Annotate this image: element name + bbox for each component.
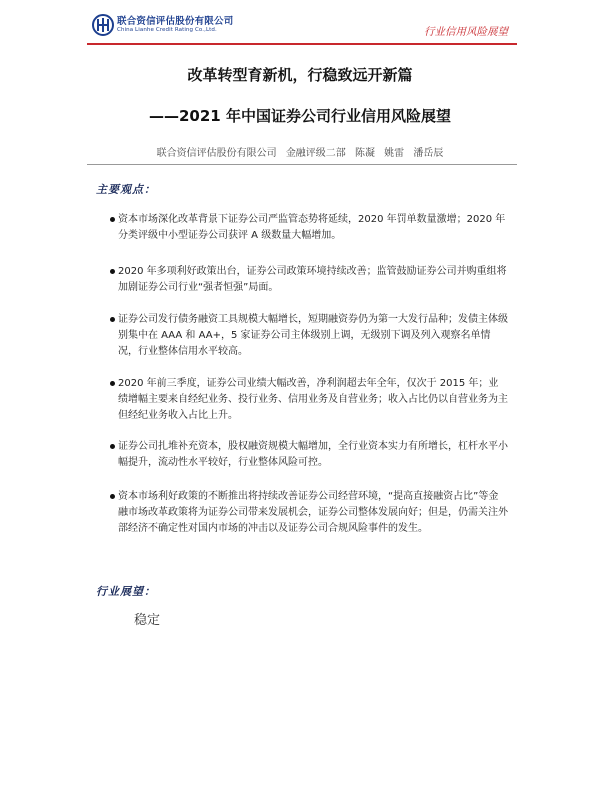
report-title: 改革转型育新机，行稳致远开新篇	[187, 66, 413, 84]
outlook-value: 稳定	[134, 613, 161, 628]
bullet-icon	[110, 494, 115, 499]
byline	[0, 144, 600, 159]
list-item	[118, 489, 508, 537]
company-logo	[92, 14, 233, 36]
list-item	[118, 212, 508, 244]
report-subtitle: ——2021 年中国证券公司行业信用风险展望	[149, 107, 451, 125]
list-item-text: 证券公司发行债务融资工具规模大幅增长，短期融资券仍为第一大发行品种；发债主体级别集中在 AAA 和 AA+，5 家证券公司主体级别上调，无级别下调及列入观察名单情况，行业整体信用水平较高。	[118, 314, 508, 357]
byline-authors: 陈凝 姚雷 潘岳辰	[355, 148, 444, 159]
bullet-icon	[110, 381, 115, 386]
key-points-heading: 主要观点：	[96, 183, 156, 196]
logo-name-cn: 联合资信评估股份有限公司	[117, 15, 234, 27]
page-header	[0, 0, 600, 48]
list-item-text: 资本市场深化改革背景下证券公司严监管态势将延续，2020 年罚单数量激增；2020 年分类评级中小型证券公司获评 A 级数量大幅增加。	[118, 214, 506, 241]
list-item	[118, 312, 508, 360]
list-item	[118, 439, 508, 471]
list-item-text: 资本市场利好政策的不断推出将持续改善证券公司经营环境，“提高直接融资占比”等金融市场改革政策将为证券公司带来发展机会，证券公司整体发展向好；但是，仍需关注外部经济不确定性对国内市场的冲击以及证券公司合规风险事件的发生。	[118, 491, 508, 534]
list-item-text: 证券公司扎堆补充资本，股权融资规模大幅增加，全行业资本实力有所增长，杠杆水平小幅提升，流动性水平较好，行业整体风险可控。	[118, 441, 508, 468]
bullet-icon	[110, 444, 115, 449]
byline-org: 联合资信评估股份有限公司	[156, 148, 277, 159]
list-item-text: 2020 年多项利好政策出台，证券公司政策环境持续改善；监管鼓励证券公司并购重组将加剧证券公司行业“强者恒强”局面。	[118, 266, 507, 293]
bullet-icon	[110, 317, 115, 322]
bullet-icon	[110, 269, 115, 274]
lianhe-logo-icon	[92, 14, 114, 36]
byline-divider	[87, 164, 517, 165]
report-type-tag: 行业信用风险展望	[424, 26, 508, 38]
bullet-icon	[110, 217, 115, 222]
logo-name-en: China Lianhe Credit Rating Co.,Ltd.	[117, 27, 217, 33]
byline-dept: 金融评级二部	[285, 148, 346, 159]
list-item	[118, 264, 508, 296]
header-divider	[87, 43, 517, 45]
list-item	[118, 376, 508, 424]
list-item-text: 2020 年前三季度，证券公司业绩大幅改善，净利润超去年全年，仅次于 2015 年；业绩增幅主要来自经纪业务、投行业务、信用业务及自营业务；收入占比仍以自营业务为主但经纪业务收入占比上升。	[118, 378, 508, 421]
outlook-heading: 行业展望：	[96, 585, 156, 598]
